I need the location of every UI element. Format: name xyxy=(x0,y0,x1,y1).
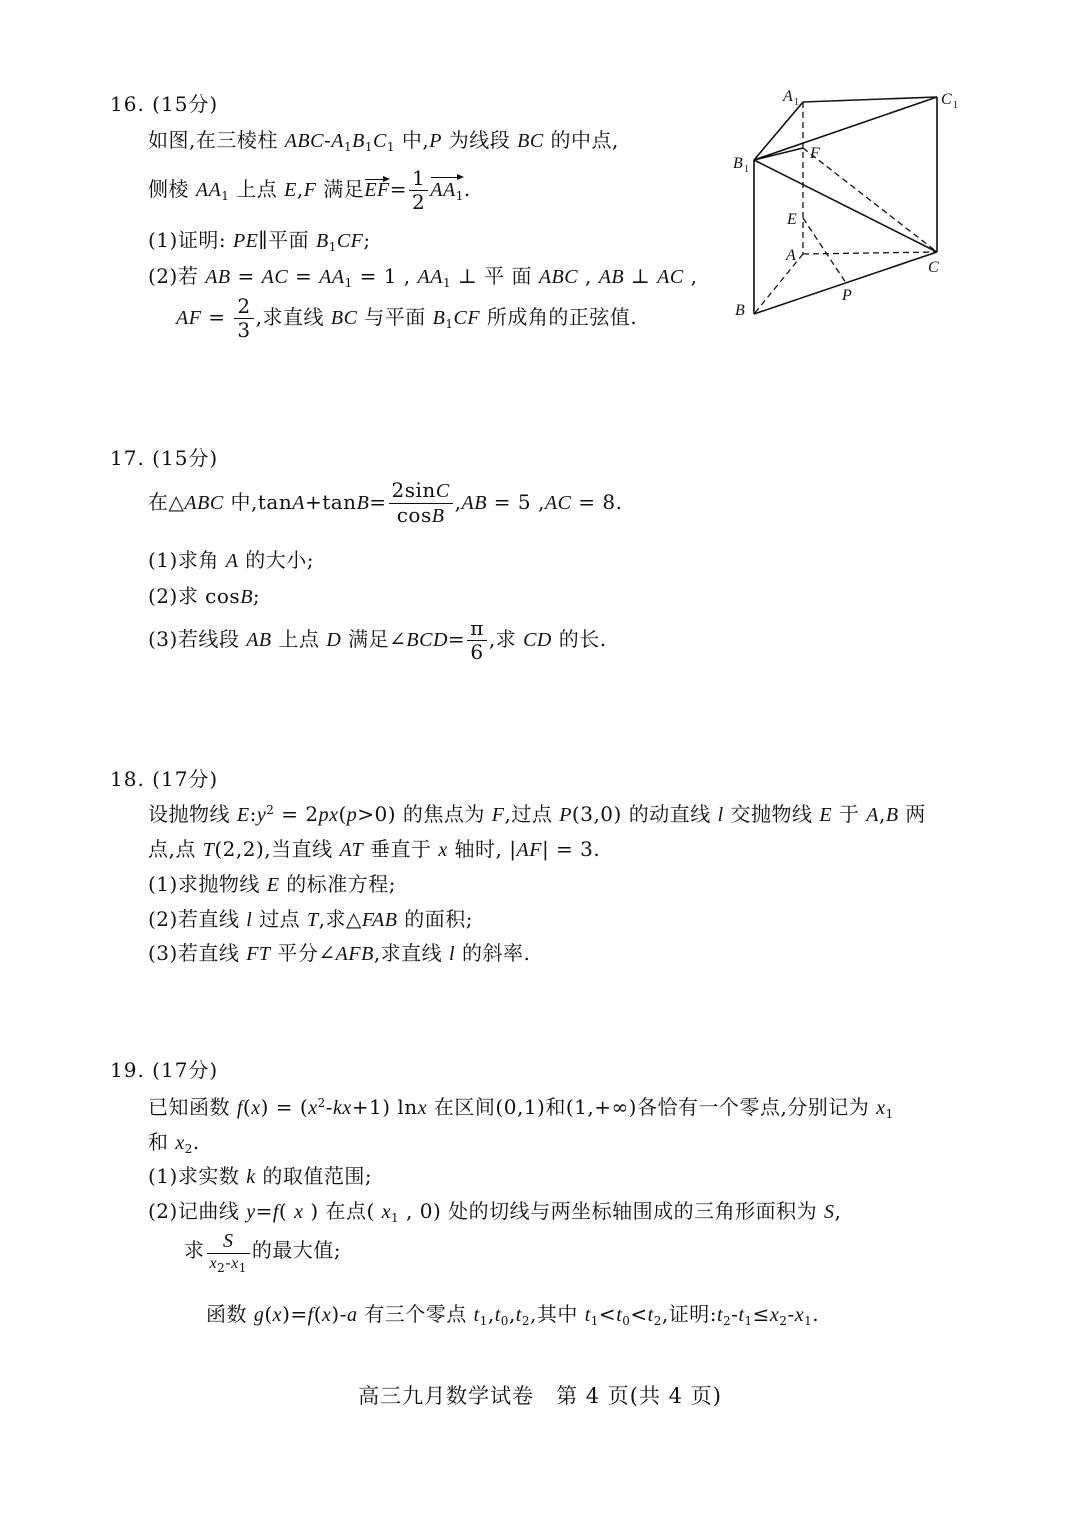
problem-19-line-4: (2)记曲线 y=f( x ) 在点( $x_1$ , 0) 处的切线与两坐标轴围成的三角形面积为 S, xyxy=(148,1199,842,1225)
problem-17-line-1: 在△ABC 中,tanA+tanB= $\frac{2\sin C}{\cos B}$ ,AB = 5 ,AC = 8. xyxy=(148,478,623,527)
edge-A1C1 xyxy=(803,97,937,102)
label-B: B xyxy=(735,302,745,319)
vector-EF: EF xyxy=(364,175,389,202)
segment-B1C xyxy=(754,160,937,252)
edge-BC xyxy=(754,252,937,314)
problem-19-header: 19. (17分) xyxy=(110,1058,219,1082)
problem-16-line-5: AF = $\frac{2}{3}$ ,求直线 BC 与平面 $B_1CF$ 所成角的正弦值. xyxy=(176,294,638,342)
label-C1-sub: 1 xyxy=(953,100,958,111)
problem-17-line-3: (2)求 cosB; xyxy=(148,584,261,608)
fraction-S-over-x2-minus-x1: $\frac{S}{x_2-x_1}$ xyxy=(207,1230,250,1273)
label-B1: B xyxy=(733,155,743,172)
page-footer: 高三九月数学试卷 第 4 页(共 4 页) xyxy=(358,1384,722,1408)
fraction-pi-over-6: $\frac{\pi}{6}$ xyxy=(467,618,487,663)
problem-16-line-3: (1)证明: PE∥平面 $B_1CF$; xyxy=(148,228,371,254)
problem-18 xyxy=(110,763,990,973)
prism-diagram xyxy=(725,82,975,327)
fraction-two-thirds: $\frac{2}{3}$ xyxy=(234,296,253,341)
problem-18-line-2: 点,点 T(2,2),当直线 AT 垂直于 x 轴时, |AF| = 3. xyxy=(148,837,601,861)
problem-18-line-5: (3)若直线 FT 平分∠AFB,求直线 l 的斜率. xyxy=(148,941,531,965)
label-F: F xyxy=(810,145,820,162)
fraction-one-half: $\frac{1}{2}$ xyxy=(409,168,428,213)
problem-18-line-1: 设抛物线 $E:y^2 = 2px(p>0)$ 的焦点为 F,过点 P(3,0) 的动直线 l 交抛物线 E 于 A,B 两 xyxy=(148,802,926,826)
problem-17-line-2: (1)求角 A 的大小; xyxy=(148,548,315,572)
segment-FC-hidden xyxy=(803,148,937,252)
label-A1-sub: 1 xyxy=(794,97,799,108)
problem-16-header: 16. (15分) xyxy=(110,92,219,116)
label-B1-sub: 1 xyxy=(744,164,749,175)
problem-16-line-4: (2)若 AB = AC = $AA_1 = 1$ , $AA_1$ ⊥ 平 面 ABC , AB ⊥ AC , xyxy=(148,264,698,290)
problem-19-line-2: 和 $x_2$. xyxy=(148,1130,200,1156)
prism-figure xyxy=(725,82,975,327)
label-C: C xyxy=(928,259,939,276)
problem-17-header: 17. (15分) xyxy=(110,446,219,470)
vector-AA1: $AA_1$ xyxy=(430,173,464,202)
label-E: E xyxy=(787,211,797,228)
problem-17-line-4: (3)若线段 AB 上点 D 满足∠BCD= $\frac{\pi}{6}$ ,求 CD 的长. xyxy=(148,616,607,664)
label-A1: A xyxy=(783,88,793,105)
problem-18-header: 18. (17分) xyxy=(110,767,219,791)
edge-AC-hidden xyxy=(803,252,937,254)
problem-19-line-6: 函数 g(x)=f(x)-a 有三个零点 $t_1,t_0,t_2$,其中 $t_1<t_0<t_2$,证明$:t_2-t_1\le x_2-x_1$. xyxy=(206,1302,820,1328)
segment-EP-hidden xyxy=(803,218,846,283)
problem-19-line-3: (1)求实数 k 的取值范围; xyxy=(148,1164,373,1188)
problem-19-line-1: 已知函数 $f(x) = (x^2-kx+1)$ lnx 在区间(0,1)和(1,+∞)各恰有一个零点,分别记为 $x_1$ xyxy=(148,1095,894,1121)
label-C1: C xyxy=(941,91,952,108)
problem-19 xyxy=(110,1054,990,1344)
problem-18-line-4: (2)若直线 l 过点 T,求△FAB 的面积; xyxy=(148,907,474,931)
problem-16-line-1: 如图,在三棱柱 ABC-$A_1B_1C_1$ 中,P 为线段 BC 的中点, xyxy=(148,128,619,154)
fraction-2sinC-cosB: $\frac{2\sin C}{\cos B}$ xyxy=(389,480,453,527)
label-P: P xyxy=(842,287,852,304)
label-A: A xyxy=(786,247,796,264)
problem-17 xyxy=(110,442,990,682)
problem-19-line-5: 求 $\frac{S}{x_2-x_1}$ 的最大值; xyxy=(184,1230,342,1275)
problem-16-line-2: 侧棱 $AA_1$ 上点 E,F 满足EF= $\frac{1}{2}$ $AA_1$. xyxy=(148,166,471,214)
problem-18-line-3: (1)求抛物线 E 的标准方程; xyxy=(148,872,397,896)
segment-B1F xyxy=(754,148,803,160)
